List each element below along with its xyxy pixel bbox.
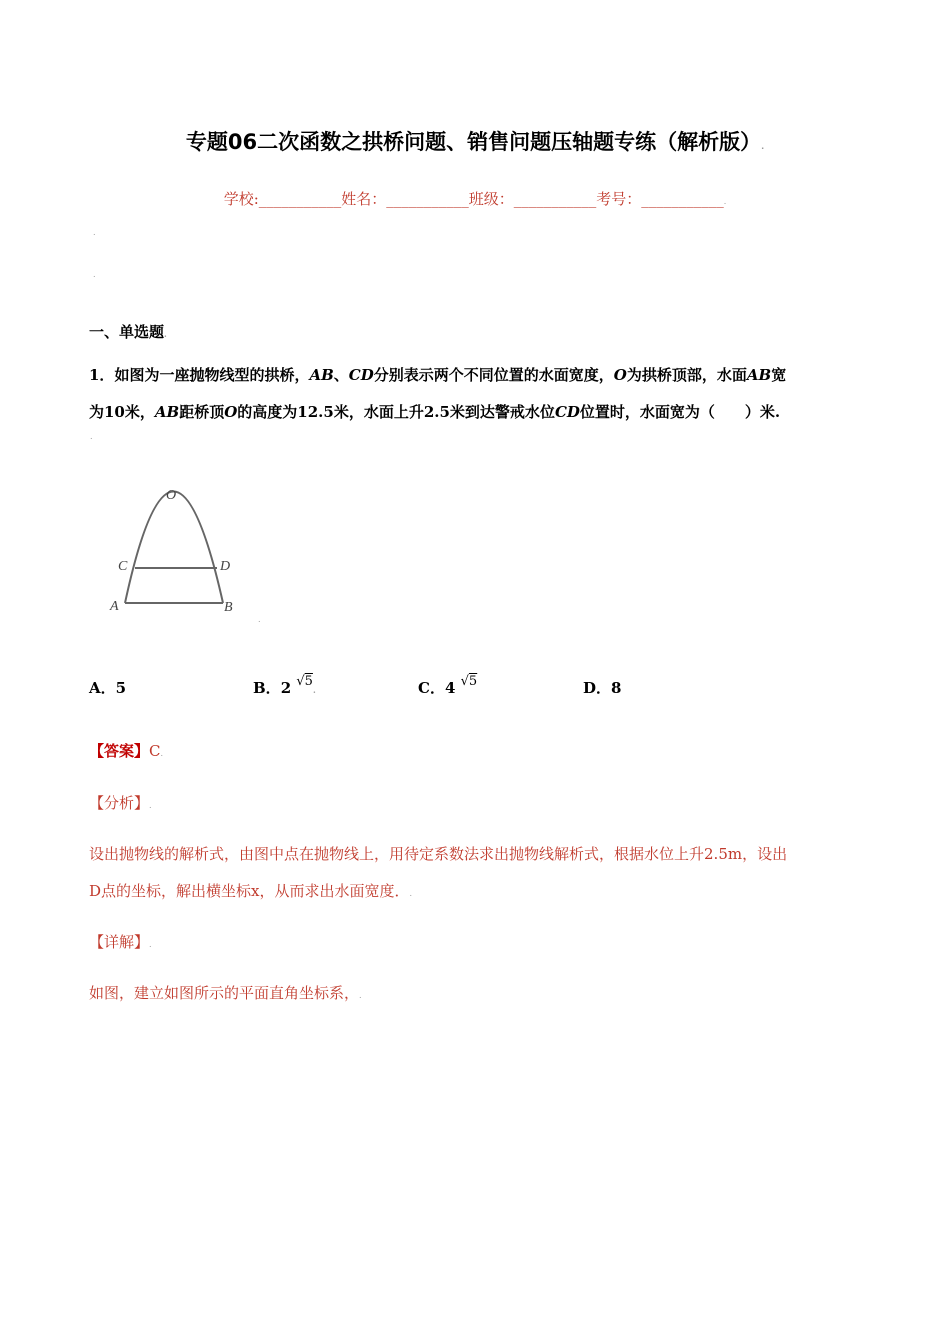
- question-number: 1．: [89, 366, 115, 384]
- question-line-1: 1．如图为一座抛物线型的拱桥，AB、CD分别表示两个不同位置的水面宽度，O为拱桥顶部，水面AB宽: [89, 366, 787, 384]
- parabola-bridge-figure: [105, 480, 265, 625]
- svg-text:.: .: [258, 615, 261, 624]
- sqrt-expression: √5: [296, 674, 313, 689]
- page-title: 专题06二次函数之拱桥问题、销售问题压轴题专练（解析版）.: [185, 130, 765, 154]
- paragraph-mark: .: [90, 432, 93, 441]
- paragraph-mark: .: [93, 270, 96, 279]
- analysis-label: 【分析】.: [89, 794, 152, 812]
- option-d: D．8: [583, 679, 622, 697]
- option-a: A．5: [89, 679, 127, 697]
- parabola-arch: [125, 492, 223, 604]
- question-line-2: 为10米，AB距桥顶O的高度为12.5米，水面上升2.5米到达警戒水位CD位置时，水面宽为（ ）米.: [89, 403, 781, 421]
- option-b: B．2 √5.: [253, 674, 316, 697]
- detail-label: 【详解】.: [89, 933, 152, 951]
- analysis-line-2: D点的坐标，解出横坐标x，从而求出水面宽度．.: [89, 882, 413, 900]
- paragraph-mark: .: [93, 228, 96, 237]
- section-heading: 一、单选题.: [89, 323, 167, 341]
- label-b: B: [224, 600, 233, 615]
- detail-line-1: 如图，建立如图所示的平面直角坐标系，.: [89, 984, 362, 1002]
- label-d: D: [220, 559, 231, 574]
- sqrt-expression: √5: [460, 674, 478, 689]
- label-c: C: [118, 559, 128, 574]
- answer-line: 【答案】C.: [89, 742, 164, 760]
- label-a: A: [110, 599, 119, 614]
- analysis-line-1: 设出抛物线的解析式，由图中点在抛物线上，用待定系数法求出抛物线解析式，根据水位上升2.5m，设出: [89, 845, 788, 863]
- option-c: C．4 √5: [418, 674, 478, 697]
- label-o: O: [166, 488, 177, 503]
- student-info-line: 学校:___________姓名：___________班级：___________考号：___________.: [223, 190, 727, 208]
